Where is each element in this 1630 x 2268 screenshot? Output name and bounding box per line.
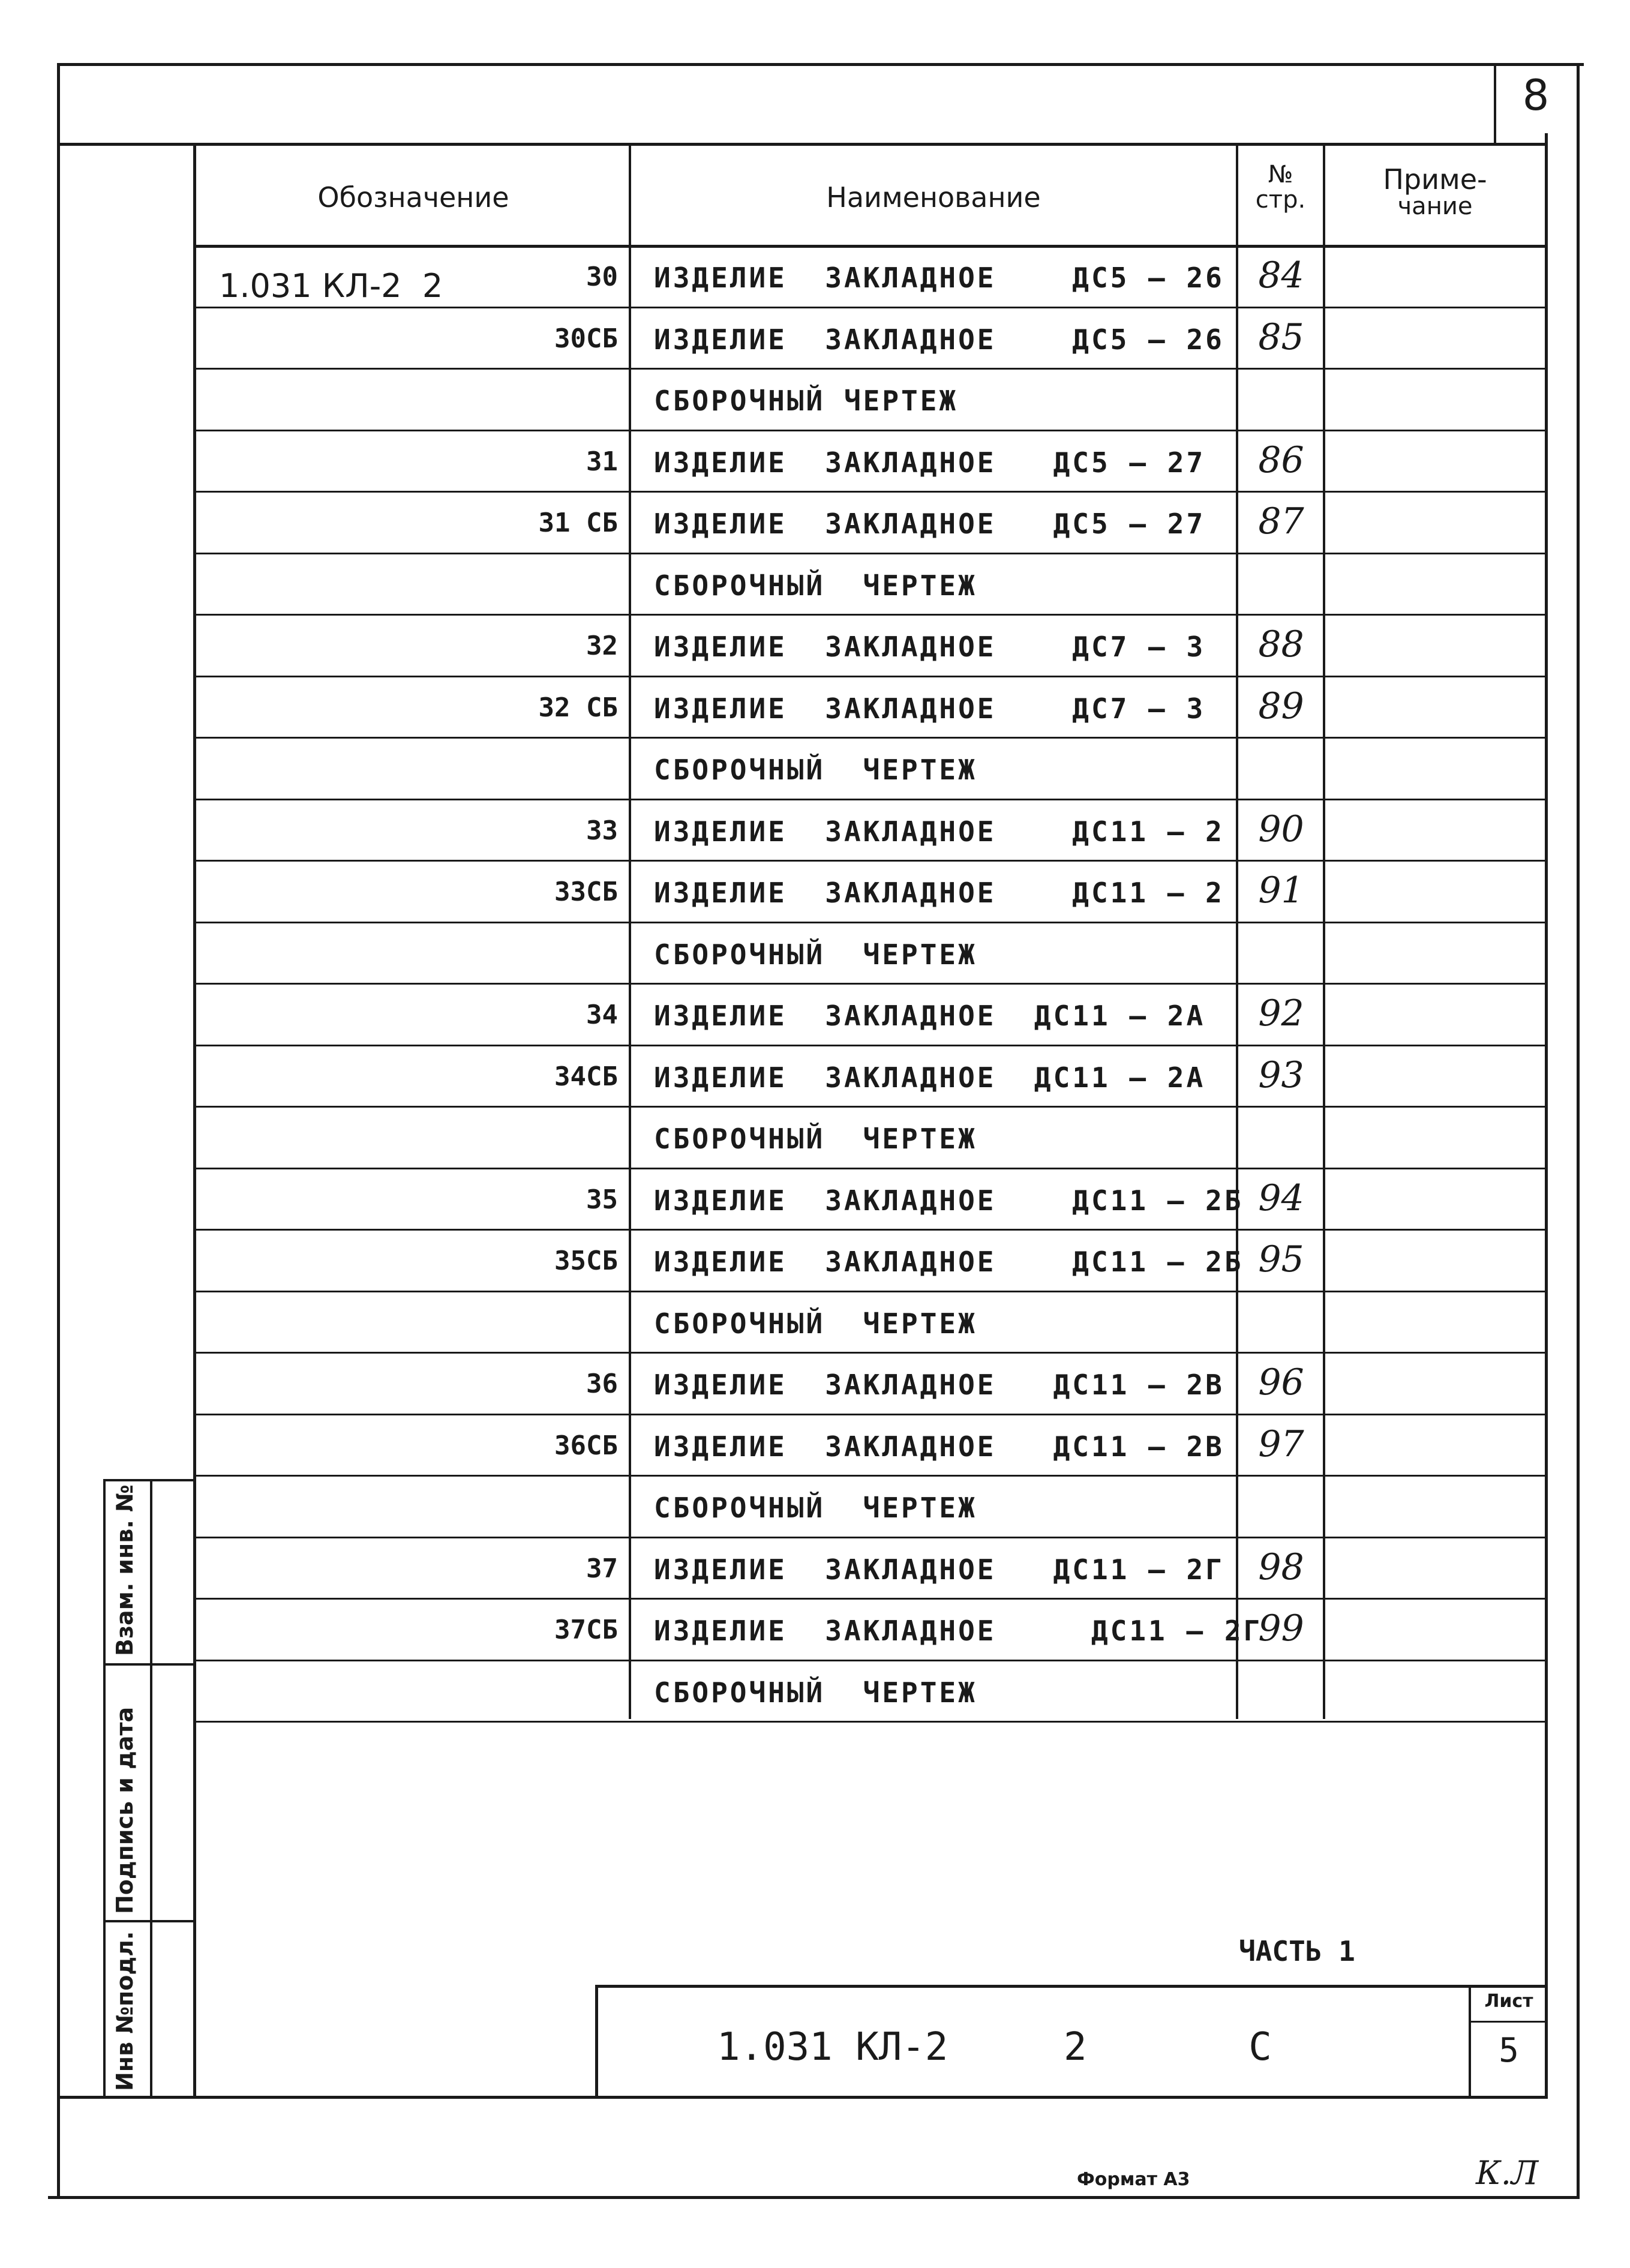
header-note-line2: чание [1397,193,1473,221]
title-block-top [595,1985,1548,1988]
title-block-list-left [1469,1985,1471,2099]
row-name: ИЗДЕЛИЕ ЗАКЛАДНОЕ ДС11 — 2В [654,1369,1224,1401]
row-divider [193,614,1548,616]
row-name: ИЗДЕЛИЕ ЗАКЛАДНОЕ ДС7 — 3 [654,692,1206,725]
header-page-no-line1: № [1268,161,1293,188]
outer-frame-bottom [48,2196,1580,2199]
col-line-page [1236,143,1238,1719]
sheet-number-box-left [1494,63,1496,144]
header-name: Наименование [826,181,1041,214]
row-number: 30 [586,262,618,292]
row-page: 90 [1258,808,1304,850]
row-name: ИЗДЕЛИЕ ЗАКЛАДНОЕ ДС5 — 27 [654,446,1206,479]
outer-frame-top [57,63,1584,66]
row-name: ИЗДЕЛИЕ ЗАКЛАДНОЕ ДС5 — 26 [654,262,1224,294]
header-page-no [1238,162,1323,212]
row-divider [193,799,1548,800]
row-number: 37СБ [554,1615,618,1645]
side-stamp-top [103,1479,194,1481]
row-page: 99 [1258,1607,1304,1649]
header-note [1325,165,1545,219]
title-block-list-value: 5 [1499,2031,1519,2070]
side-stamp-col1 [103,1479,106,2099]
row-number: 34СБ [554,1061,618,1092]
row-name: ИЗДЕЛИЕ ЗАКЛАДНОЕ ДС11 — 2А [654,1061,1206,1094]
row-number: 31 [586,446,618,477]
row-number: 34 [586,1000,618,1030]
title-block-left [595,1985,598,2099]
row-number: 37 [586,1553,618,1584]
header-page-no-line2: стр. [1255,186,1306,214]
row-name: ИЗДЕЛИЕ ЗАКЛАДНОЕ ДС11 — 2Г [654,1615,1263,1647]
row-name: ИЗДЕЛИЕ ЗАКЛАДНОЕ ДС11 — 2Б [654,1246,1244,1278]
inner-frame-bottom [57,2096,1548,2099]
row-number: 35 [586,1184,618,1215]
row-name: ИЗДЕЛИЕ ЗАКЛАДНОЕ ДС11 — 2 [654,877,1224,909]
row-page: 97 [1258,1423,1304,1465]
inner-frame-left [193,143,196,2099]
row-divider [193,922,1548,923]
row-divider [193,1475,1548,1477]
row-divider [193,491,1548,493]
row-number: 33 [586,815,618,846]
row-number: 32 СБ [538,692,618,723]
row-name: ИЗДЕЛИЕ ЗАКЛАДНОЕ ДС11 — 2 [654,815,1224,848]
format-label: Формат А3 [1077,2169,1190,2190]
row-name: ИЗДЕЛИЕ ЗАКЛАДНОЕ ДС11 — 2Г [654,1553,1224,1586]
row-name: СБОРОЧНЫЙ ЧЕРТЕЖ [654,569,977,602]
row-page: 96 [1258,1361,1304,1403]
row-divider [193,1045,1548,1046]
row-divider [193,983,1548,985]
row-divider [193,860,1548,862]
row-name: ИЗДЕЛИЕ ЗАКЛАДНОЕ ДС11 — 2Б [654,1184,1244,1217]
row-divider [193,307,1548,308]
row-divider [193,1660,1548,1661]
row-page: 93 [1258,1054,1304,1096]
header-note-line1: Приме- [1383,163,1487,196]
header-designation: Обозначение [317,181,509,214]
side-stamp-div1 [103,1663,194,1666]
row-divider [193,737,1548,739]
row-divider [193,1291,1548,1292]
side-label-vzam-inv: Взам. инв. № [112,1484,138,1656]
row-name: СБОРОЧНЫЙ ЧЕРТЕЖ [654,385,959,417]
row-divider [193,1598,1548,1600]
row-page: 98 [1258,1546,1304,1588]
row-page: 86 [1258,439,1304,481]
row-name: ИЗДЕЛИЕ ЗАКЛАДНОЕ ДС11 — 2А [654,1000,1206,1032]
row-name: СБОРОЧНЫЙ ЧЕРТЕЖ [654,754,977,786]
row-page: 95 [1258,1238,1304,1280]
row-divider [193,1414,1548,1415]
row-divider [193,430,1548,431]
sheet-number: 8 [1522,71,1550,120]
row-page: 88 [1258,623,1304,665]
row-divider [193,1721,1548,1723]
row-name: ИЗДЕЛИЕ ЗАКЛАДНОЕ ДС11 — 2В [654,1430,1224,1463]
row-name: СБОРОЧНЫЙ ЧЕРТЕЖ [654,1676,977,1709]
row-divider [193,1229,1548,1231]
row-page: 85 [1258,316,1304,358]
row-number: 31 СБ [538,508,618,538]
title-block-list-divider [1469,2021,1548,2023]
row-page: 84 [1258,254,1304,296]
row-name: СБОРОЧНЫЙ ЧЕРТЕЖ [654,1492,977,1524]
row-divider [193,1537,1548,1538]
side-label-inv-podl: Инв №подл. [112,1931,138,2091]
title-block-code: 1.031 КЛ-2 2 С [717,2025,1272,2069]
col-line-name [629,143,631,1719]
outer-frame-left [57,63,60,2199]
row-number: 35СБ [554,1246,618,1276]
row-divider [193,553,1548,554]
row-divider [193,1106,1548,1108]
row-number: 36СБ [554,1430,618,1461]
side-stamp-div2 [103,1920,194,1922]
side-label-podpis-data: Подпись и дата [112,1706,138,1914]
row-name: ИЗДЕЛИЕ ЗАКЛАДНОЕ ДС7 — 3 [654,631,1206,663]
row-divider [193,1352,1548,1354]
row-name: СБОРОЧНЫЙ ЧЕРТЕЖ [654,1123,977,1155]
row-number: 33СБ [554,877,618,907]
row-page: 91 [1258,869,1304,911]
row-divider [193,368,1548,370]
row-divider [193,1168,1548,1169]
row-page: 87 [1258,500,1304,542]
row-page: 94 [1258,1177,1304,1219]
row-number: 30СБ [554,323,618,354]
row-name: СБОРОЧНЫЙ ЧЕРТЕЖ [654,938,977,971]
row-name: ИЗДЕЛИЕ ЗАКЛАДНОЕ ДС5 — 26 [654,323,1224,356]
row-page: 89 [1258,685,1304,727]
title-block-list-label: Лист [1484,1991,1533,2012]
col-line-note [1323,143,1325,1719]
row-page: 92 [1258,992,1304,1034]
row-name: ИЗДЕЛИЕ ЗАКЛАДНОЕ ДС5 — 27 [654,508,1206,540]
corner-mark: К.Л [1476,2154,1539,2192]
outer-frame-right [1577,63,1580,2199]
row-divider [193,676,1548,677]
row-number: 32 [586,631,618,661]
row-number: 36 [586,1369,618,1399]
part-label: ЧАСТЬ 1 [1239,1935,1355,1967]
row-name: СБОРОЧНЫЙ ЧЕРТЕЖ [654,1307,977,1340]
side-stamp-col2 [150,1479,152,2099]
designation-prefix: 1.031 КЛ-2 2 [219,267,443,305]
inner-right-line [1545,133,1548,2098]
header-bottom-line [193,245,1548,248]
